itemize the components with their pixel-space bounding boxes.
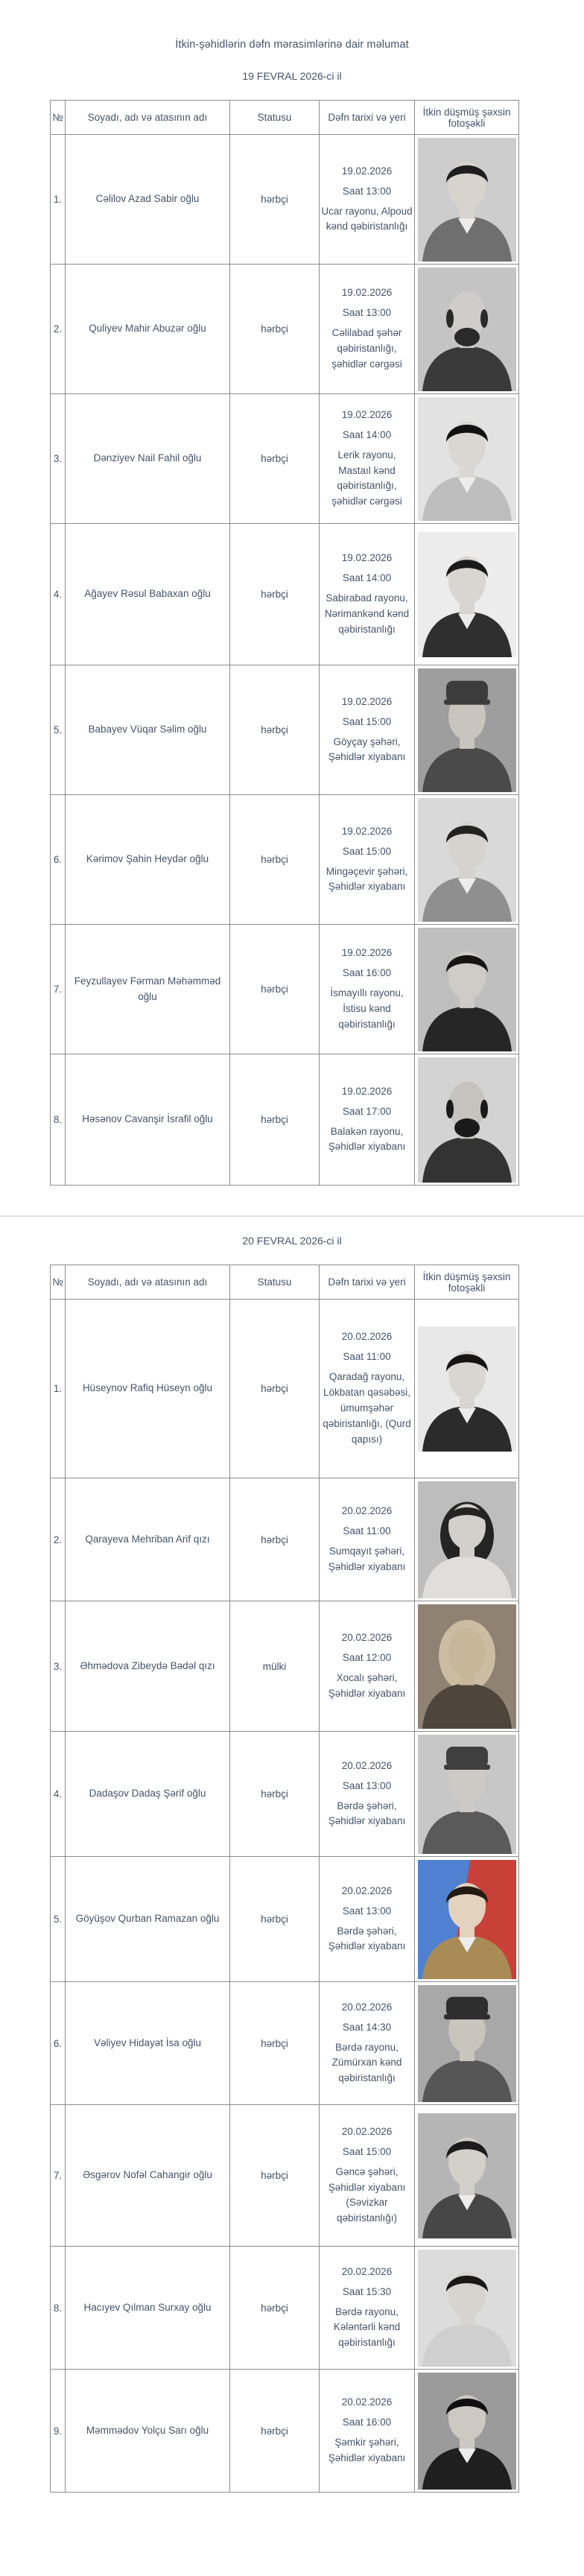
- photo-cell: [415, 135, 519, 265]
- burial-date: 20.02.2026: [341, 2265, 393, 2277]
- martyr-photo: [418, 138, 516, 262]
- row-number: 1.: [51, 1300, 66, 1478]
- burial-date: 20.02.2026: [341, 2396, 393, 2408]
- page-separator: [0, 1215, 584, 1217]
- table-header-row: [51, 101, 519, 135]
- martyr-status: hərbçi: [230, 795, 320, 925]
- page-title: İtkin-şəhidlərin dəfn mərasimlərinə dair məlumat: [175, 39, 409, 51]
- martyr-name: Cəlilov Azad Sabir oğlu: [66, 135, 230, 265]
- burial-place: Balakən rayonu, Şəhidlər xiyabanı: [328, 1125, 406, 1153]
- table-row: [51, 135, 519, 265]
- martyr-photo: [418, 1985, 516, 2102]
- burial-place: Qaradağ rayonu, Lökbatan qəsəbəsi, ümumşəhər qəbiristanlığı, (Qurd qapısı): [323, 1371, 411, 1445]
- col-header-no: №: [51, 1265, 66, 1300]
- table-row: [51, 1857, 519, 1982]
- table-row: [51, 2105, 519, 2247]
- col-header-status: Statusu: [230, 101, 320, 135]
- burial-date-and-place: [320, 925, 415, 1054]
- row-number: 2.: [51, 265, 66, 394]
- photo-cell: [415, 1054, 519, 1186]
- martyr-status: hərbçi: [230, 2247, 320, 2370]
- burial-time: Saat 11:00: [343, 1525, 391, 1537]
- burial-date: 19.02.2026: [341, 825, 393, 837]
- row-number: 3.: [51, 394, 66, 524]
- table-row: [51, 2370, 519, 2493]
- burial-date-and-place: [320, 665, 415, 795]
- photo-cell: [415, 1857, 519, 1982]
- martyr-photo: [418, 798, 516, 922]
- burial-time: Saat 15:00: [342, 845, 392, 857]
- photo-cell: [415, 795, 519, 925]
- burial-place: İsmayıllı rayonu, İstisu kənd qəbiristanlığı: [330, 987, 404, 1030]
- table-header-row: [51, 1265, 519, 1300]
- row-number: 5.: [51, 1857, 66, 1982]
- martyr-photo: [418, 668, 516, 792]
- burial-date: 19.02.2026: [341, 287, 393, 299]
- burial-date-and-place: [320, 2105, 415, 2247]
- martyr-status: hərbçi: [230, 1478, 320, 1601]
- row-number: 8.: [51, 2247, 66, 2370]
- burial-date-and-place: [320, 1732, 415, 1857]
- martyr-photo: [418, 1326, 516, 1452]
- martyr-status: hərbçi: [230, 1054, 320, 1186]
- row-number: 4.: [51, 524, 66, 665]
- burial-date-and-place: [320, 1300, 415, 1478]
- martyr-photo: [418, 1860, 516, 1979]
- row-number: 3.: [51, 1601, 66, 1732]
- section-date-title-19: 19 FEVRAL 2026-ci il: [242, 70, 342, 82]
- martyrs-table-20-fevral: [50, 1265, 519, 2493]
- row-number: 6.: [51, 1982, 66, 2105]
- burial-time: Saat 17:00: [342, 1105, 392, 1117]
- burial-time: Saat 15:00: [342, 2145, 392, 2157]
- photo-cell: [415, 265, 519, 394]
- burial-place: Gəncə şəhəri, Şəhidlər xiyabanı (Səvizkar qəbiristanlığı): [328, 2165, 406, 2224]
- martyr-photo: [418, 1481, 516, 1598]
- table-row: [51, 524, 519, 665]
- burial-place: Ucar rayonu, Alpoud kənd qəbiristanlığı: [321, 205, 413, 232]
- burial-date: 19.02.2026: [341, 1085, 393, 1097]
- martyrs-table-19-fevral: [50, 100, 519, 1186]
- section-20-fevral: [0, 1235, 584, 2493]
- martyr-photo: [418, 928, 516, 1051]
- martyr-name: Qarayeva Mehriban Arif qızı: [66, 1478, 230, 1601]
- photo-cell: [415, 925, 519, 1054]
- burial-place: Göyçay şəhəri, Şəhidlər xiyabanı: [328, 735, 406, 763]
- burial-date: 19.02.2026: [341, 947, 393, 959]
- table-row: [51, 1601, 519, 1732]
- martyr-status: hərbçi: [230, 1857, 320, 1982]
- martyr-status: hərbçi: [230, 925, 320, 1054]
- burial-place: Lerik rayonu, Mastaıl kənd qəbiristanlığı, şəhidlər cərgəsi: [331, 449, 402, 507]
- burial-date-and-place: [320, 524, 415, 665]
- burial-date: 20.02.2026: [341, 2001, 393, 2013]
- table-row: [51, 1300, 519, 1478]
- row-number: 5.: [51, 665, 66, 795]
- table-row: [51, 665, 519, 795]
- martyr-name: Əsgərov Nofəl Cahangir oğlu: [66, 2105, 230, 2247]
- row-number: 6.: [51, 795, 66, 925]
- burial-date: 20.02.2026: [341, 1632, 393, 1644]
- burial-time: Saat 12:00: [342, 1652, 392, 1664]
- burial-place: Bərdə şəhəri, Şəhidlər xiyabanı: [328, 1925, 406, 1952]
- burial-place: Şəmkir şəhəri, Şəhidlər xiyabanı: [328, 2437, 406, 2463]
- burial-date: 19.02.2026: [341, 552, 393, 564]
- photo-cell: [415, 2247, 519, 2370]
- photo-cell: [415, 1982, 519, 2105]
- burial-place: Cəlilabad şəhər qəbiristanlığı, şəhidlər cərgəsi: [331, 327, 402, 370]
- martyr-name: Feyzullayev Fərman Məhəmməd oğlu: [66, 925, 230, 1054]
- row-number: 7.: [51, 2105, 66, 2247]
- burial-date: 20.02.2026: [341, 1505, 393, 1517]
- burial-place: Sumqayıt şəhəri, Şəhidlər xiyabanı: [328, 1545, 406, 1572]
- martyr-name: Kərimov Şahin Heydər oğlu: [66, 795, 230, 925]
- col-header-no: №: [51, 101, 66, 135]
- burial-time: Saat 14:00: [342, 572, 392, 584]
- burial-time: Saat 14:00: [342, 428, 392, 440]
- martyr-photo: [418, 1735, 516, 1854]
- table-row: [51, 1732, 519, 1857]
- burial-date-and-place: [320, 1601, 415, 1732]
- row-number: 8.: [51, 1054, 66, 1186]
- burial-date-and-place: [320, 394, 415, 524]
- burial-place: Bərdə rayonu, Zümürxan kənd qəbiristanlığı: [331, 2041, 402, 2084]
- photo-cell: [415, 394, 519, 524]
- photo-cell: [415, 2105, 519, 2247]
- photo-cell: [415, 1478, 519, 1601]
- burial-time: Saat 15:00: [342, 715, 392, 727]
- table-row: [51, 1054, 519, 1186]
- burial-date-and-place: [320, 2247, 415, 2370]
- martyr-name: Həsənov Cavanşir İsrafil oğlu: [66, 1054, 230, 1186]
- martyr-name: Hüseynov Rafiq Hüseyn oğlu: [66, 1300, 230, 1478]
- martyr-name: Məmmədov Yolçu Sarı oğlu: [66, 2370, 230, 2493]
- martyr-status: hərbçi: [230, 2370, 320, 2493]
- table-row: [51, 265, 519, 394]
- burial-time: Saat 13:00: [342, 1905, 392, 1917]
- burial-time: Saat 13:00: [342, 1779, 392, 1791]
- photo-cell: [415, 1732, 519, 1857]
- burial-time: Saat 13:00: [342, 307, 392, 319]
- table-row: [51, 394, 519, 524]
- photo-cell: [415, 2370, 519, 2493]
- martyr-status: hərbçi: [230, 135, 320, 265]
- martyr-photo: [418, 268, 516, 391]
- col-header-photo: İtkin düşmüş şəxsin fotoşəkli: [415, 101, 519, 135]
- section-19-fevral: [0, 70, 584, 1186]
- martyr-status: hərbçi: [230, 665, 320, 795]
- col-header-status: Statusu: [230, 1265, 320, 1300]
- col-header-name: Soyadı, adı və atasının adı: [66, 101, 230, 135]
- martyr-photo: [418, 532, 516, 657]
- burial-date-and-place: [320, 1982, 415, 2105]
- martyr-photo: [418, 1604, 516, 1729]
- martyr-status: hərbçi: [230, 394, 320, 524]
- col-header-photo: İtkin düşmüş şəxsin fotoşəkli: [415, 1265, 519, 1300]
- burial-place: Bərdə rayonu, Kələntərli kənd qəbiristanlığı: [333, 2306, 401, 2349]
- martyr-status: hərbçi: [230, 1982, 320, 2105]
- burial-time: Saat 13:00: [342, 185, 392, 197]
- burial-date-and-place: [320, 135, 415, 265]
- martyr-name: Quliyev Mahir Abuzər oğlu: [66, 265, 230, 394]
- burial-place: Mingəçevir şəhəri, Şəhidlər xiyabanı: [326, 865, 408, 893]
- table-row: [51, 1478, 519, 1601]
- burial-date: 20.02.2026: [341, 2125, 393, 2137]
- martyr-photo: [418, 1057, 516, 1183]
- martyr-name: Dadaşov Dadaş Şərif oğlu: [66, 1732, 230, 1857]
- martyr-photo: [418, 397, 516, 521]
- burial-date: 19.02.2026: [341, 695, 393, 707]
- table-row: [51, 2247, 519, 2370]
- row-number: 4.: [51, 1732, 66, 1857]
- photo-cell: [415, 1300, 519, 1478]
- row-number: 7.: [51, 925, 66, 1054]
- burial-date: 19.02.2026: [341, 408, 393, 420]
- martyr-status: mülki: [230, 1601, 320, 1732]
- burial-date-and-place: [320, 1478, 415, 1601]
- burial-date: 19.02.2026: [341, 165, 393, 177]
- photo-cell: [415, 665, 519, 795]
- photo-cell: [415, 524, 519, 665]
- martyr-name: Babayev Vüqar Səlim oğlu: [66, 665, 230, 795]
- burial-time: Saat 14:30: [342, 2021, 392, 2033]
- martyr-status: hərbçi: [230, 265, 320, 394]
- martyr-name: Əhmədova Zibeydə Bədəl qızı: [66, 1601, 230, 1732]
- row-number: 9.: [51, 2370, 66, 2493]
- col-header-burial: Dəfn tarixi və yeri: [320, 1265, 415, 1300]
- martyr-status: hərbçi: [230, 1300, 320, 1478]
- burial-time: Saat 16:00: [342, 2417, 392, 2428]
- martyr-name: Vəliyev Hidayət İsa oğlu: [66, 1982, 230, 2105]
- burial-place: Sabirabad rayonu, Nərimankənd kənd qəbiristanlığı: [324, 592, 410, 635]
- row-number: 2.: [51, 1478, 66, 1601]
- burial-date: 20.02.2026: [341, 1331, 393, 1343]
- burial-date-and-place: [320, 1054, 415, 1186]
- burial-time: Saat 11:00: [343, 1351, 391, 1363]
- martyr-name: Hacıyev Qılman Surxay oğlu: [66, 2247, 230, 2370]
- row-number: 1.: [51, 135, 66, 265]
- martyr-name: Göyüşov Qurban Ramazan oğlu: [66, 1857, 230, 1982]
- burial-place: Bərdə şəhəri, Şəhidlər xiyabanı: [328, 1800, 406, 1827]
- burial-date-and-place: [320, 1857, 415, 1982]
- section-date-title-20: 20 FEVRAL 2026-ci il: [242, 1235, 342, 1247]
- burial-date: 20.02.2026: [341, 1759, 393, 1771]
- martyr-status: hərbçi: [230, 1732, 320, 1857]
- burial-date-and-place: [320, 2370, 415, 2493]
- table-row: [51, 925, 519, 1054]
- burial-time: Saat 15:30: [342, 2285, 392, 2297]
- martyr-photo: [418, 2113, 516, 2238]
- martyr-photo: [418, 2250, 516, 2367]
- photo-cell: [415, 1601, 519, 1732]
- col-header-burial: Dəfn tarixi və yeri: [320, 101, 415, 135]
- martyr-photo: [418, 2373, 516, 2490]
- martyr-name: Ağayev Rəsul Babaxan oğlu: [66, 524, 230, 665]
- burial-date-and-place: [320, 795, 415, 925]
- col-header-name: Soyadı, adı və atasının adı: [66, 1265, 230, 1300]
- burial-date: 20.02.2026: [341, 1884, 393, 1896]
- martyr-status: hərbçi: [230, 524, 320, 665]
- burial-place: Xocalı şəhəri, Şəhidlər xiyabanı: [328, 1672, 406, 1699]
- table-row: [51, 795, 519, 925]
- martyr-status: hərbçi: [230, 2105, 320, 2247]
- burial-time: Saat 16:00: [342, 967, 392, 979]
- burial-date-and-place: [320, 265, 415, 394]
- martyr-name: Dənziyev Nail Fahil oğlu: [66, 394, 230, 524]
- table-row: [51, 1982, 519, 2105]
